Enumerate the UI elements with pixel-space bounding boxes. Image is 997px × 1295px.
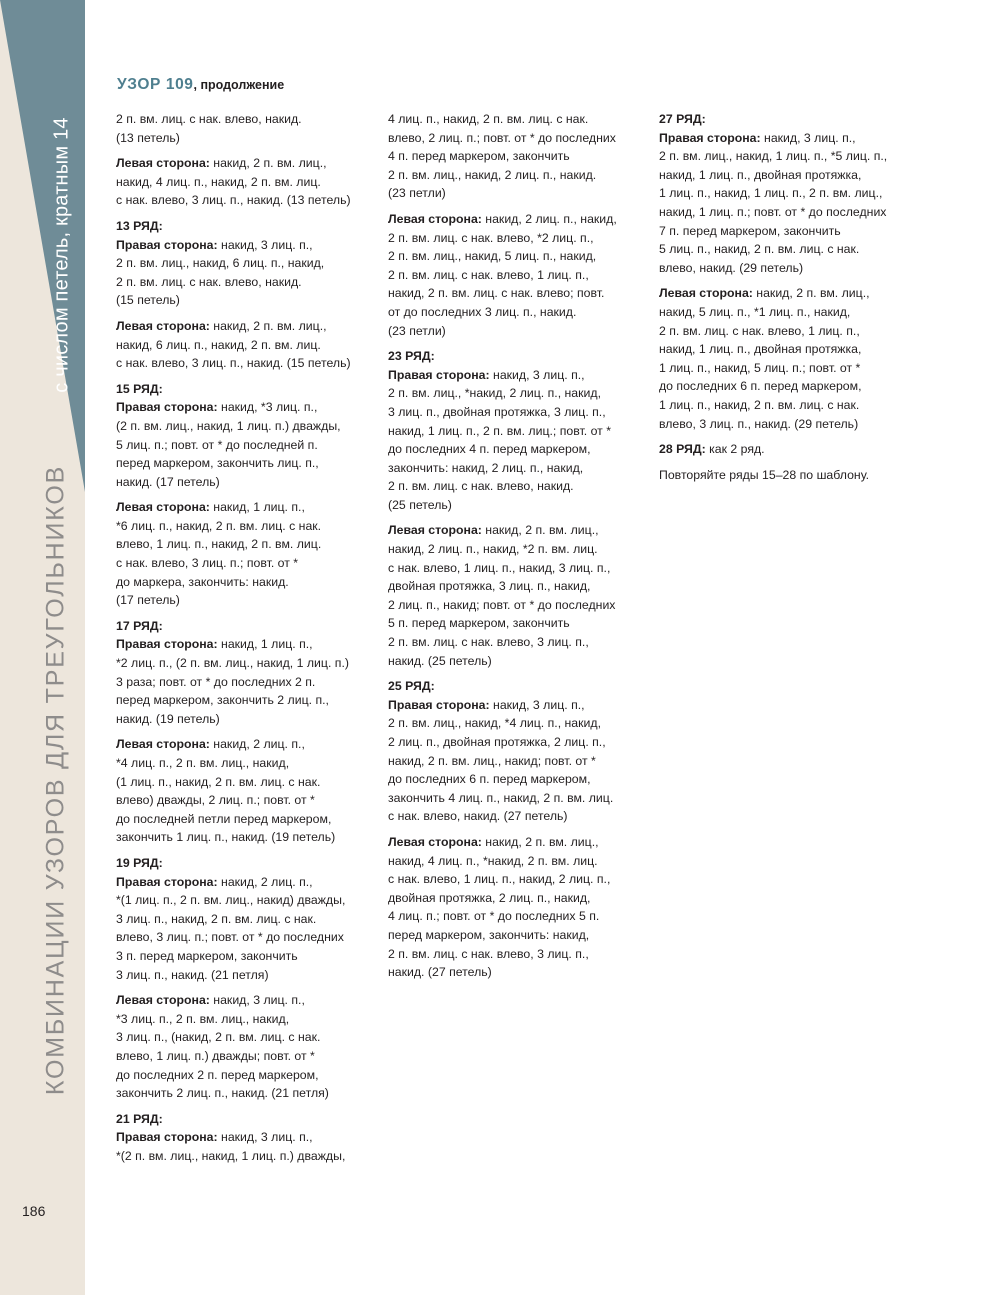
side-label: Левая сторона: bbox=[388, 523, 482, 538]
text-line bbox=[116, 317, 368, 336]
side-label: Левая сторона: bbox=[388, 834, 482, 849]
text-line: закончить 4 лиц. п., накид, 2 п. вм. лиц. bbox=[388, 790, 614, 805]
text-line bbox=[116, 498, 368, 517]
side-label: Правая сторона: bbox=[116, 874, 218, 889]
text-line bbox=[659, 129, 917, 148]
text-line: 2 п. вм. лиц., накид, 5 лиц. п., накид, bbox=[388, 249, 597, 264]
text: накид, 2 п. вм. лиц., bbox=[752, 286, 870, 301]
text-line: перед маркером, закончить: накид, bbox=[388, 927, 590, 942]
text: накид, 2 п. вм. лиц., bbox=[209, 156, 327, 171]
text-line: закончить 2 лиц. п., накид. (21 петля) bbox=[116, 1086, 329, 1101]
side-label: Правая сторона: bbox=[116, 637, 218, 652]
side-label: Правая сторона: bbox=[388, 367, 490, 382]
text-line: 2 п. вм. лиц., накид, 1 лиц. п., *5 лиц. п., bbox=[659, 149, 888, 164]
side-label: Левая сторона: bbox=[116, 993, 210, 1008]
pattern-title bbox=[117, 76, 284, 94]
text-line: 2 п. вм. лиц., накид, *4 лиц. п., накид, bbox=[388, 716, 601, 731]
text: накид, 3 лиц. п., bbox=[217, 1130, 313, 1145]
row-title: 23 РЯД: bbox=[388, 349, 435, 364]
left-side-instruction bbox=[388, 833, 640, 982]
side-label: Левая сторона: bbox=[116, 156, 210, 171]
text-line: до последней петли перед маркером, bbox=[116, 811, 332, 826]
repeat-instruction bbox=[659, 466, 917, 485]
text-line: 3 лиц. п., накид, 2 п. вм. лиц. с нак. bbox=[116, 911, 317, 926]
right-side-instruction bbox=[388, 696, 640, 826]
text: накид, 3 лиц. п., bbox=[760, 130, 856, 145]
side-label: Левая сторона: bbox=[116, 500, 210, 515]
text-line: 5 лиц. п.; повт. от * до последней п. bbox=[116, 437, 318, 452]
text-line bbox=[116, 873, 368, 892]
text-line: влево, 1 лиц. п., накид, 2 п. вм. лиц. bbox=[116, 537, 322, 552]
row-title: 17 РЯД: bbox=[116, 618, 163, 633]
text-line: с нак. влево, 3 лиц. п.; повт. от * bbox=[116, 556, 299, 571]
text-line: накид, 1 лиц. п., двойная протяжка, bbox=[659, 167, 862, 182]
left-side-instruction bbox=[388, 210, 640, 340]
right-side-instruction bbox=[116, 1128, 368, 1165]
text-line: (13 петель) bbox=[116, 130, 180, 145]
text-line: 2 лиц. п., накид; повт. от * до последних bbox=[388, 597, 616, 612]
right-side-instruction bbox=[659, 129, 917, 278]
text-line: 2 лиц. п., двойная протяжка, 2 лиц. п., bbox=[388, 735, 606, 749]
text-line: (1 лиц. п., накид, 2 п. вм. лиц. с нак. bbox=[116, 774, 321, 789]
text-line bbox=[388, 833, 640, 852]
text-line: (17 петель) bbox=[116, 593, 180, 608]
text-line: 3 лиц. п., накид. (21 петля) bbox=[116, 967, 269, 982]
text: накид, 2 лиц. п., bbox=[209, 737, 305, 752]
text-line bbox=[116, 154, 368, 173]
row-title: 19 РЯД: bbox=[116, 855, 163, 870]
text: как 2 ряд. bbox=[705, 442, 765, 457]
side-label: Правая сторона: bbox=[388, 697, 490, 712]
text-line: перед маркером, закончить 2 лиц. п., bbox=[116, 693, 329, 708]
side-label: Левая сторона: bbox=[116, 318, 210, 333]
side-label: Правая сторона: bbox=[116, 1130, 218, 1145]
text-line: накид, 4 лиц. п., накид, 2 п. вм. лиц. bbox=[116, 174, 321, 189]
text: накид, 3 лиц. п., bbox=[489, 697, 585, 712]
text-line bbox=[116, 236, 368, 255]
text-line: влево, 2 лиц. п.; повт. от * до последних bbox=[388, 130, 616, 145]
right-side-instruction bbox=[116, 873, 368, 985]
left-side-instruction bbox=[659, 284, 917, 433]
left-side-instruction bbox=[116, 317, 368, 373]
right-side-instruction bbox=[116, 398, 368, 491]
row-title: 27 РЯД: bbox=[659, 112, 706, 126]
row-title: 15 РЯД: bbox=[116, 381, 163, 396]
text-line: с нак. влево, 1 лиц. п., накид, 3 лиц. п., bbox=[388, 560, 611, 575]
text-line bbox=[116, 1128, 368, 1147]
text-line: накид, 2 п. вм. лиц. с нак. влево; повт. bbox=[388, 286, 605, 301]
text-line: до последних 2 п. перед маркером, bbox=[116, 1067, 319, 1082]
text-line: (23 петли) bbox=[388, 323, 446, 338]
text-line: двойная протяжка, 2 лиц. п., накид, bbox=[388, 890, 591, 905]
text-line: с нак. влево, 3 лиц. п., накид. (15 петель) bbox=[116, 356, 351, 371]
text: накид, 2 лиц. п., bbox=[217, 874, 313, 889]
text-line bbox=[388, 696, 640, 715]
left-side-instruction bbox=[388, 521, 640, 670]
text-line: с нак. влево, 1 лиц. п., накид, 2 лиц. п., bbox=[388, 872, 611, 887]
text-line: влево, накид. (29 петель) bbox=[659, 260, 804, 275]
text-line: 2 п. вм. лиц. с нак. влево, *2 лиц. п., bbox=[388, 230, 594, 245]
text-line: 5 лиц. п., накид, 2 п. вм. лиц. с нак. bbox=[659, 242, 860, 257]
text-line: накид, 4 лиц. п., *накид, 2 п. вм. лиц. bbox=[388, 853, 598, 868]
text-line: 3 п. перед маркером, закончить bbox=[116, 948, 298, 963]
column-3 bbox=[659, 110, 917, 491]
text-line: накид, 2 п. вм. лиц., накид; повт. от * bbox=[388, 753, 596, 768]
text-line bbox=[659, 440, 917, 459]
section-subtitle: с числом петель, кратным 14 bbox=[50, 117, 73, 393]
text-line: 4 п. перед маркером, закончить bbox=[388, 149, 570, 164]
text-line: накид. (25 петель) bbox=[388, 653, 492, 668]
text-line bbox=[388, 521, 640, 540]
left-side-instruction bbox=[116, 991, 368, 1103]
text-line bbox=[388, 210, 640, 229]
text-line: 2 п. вм. лиц. с нак. влево, накид. bbox=[116, 112, 302, 126]
pattern-title-suffix: , продолжение bbox=[193, 78, 285, 92]
text: накид, 2 п. вм. лиц., bbox=[481, 523, 599, 538]
text-line: влево, 1 лиц. п.) дважды; повт. от * bbox=[116, 1048, 315, 1063]
column-2 bbox=[388, 110, 640, 989]
text-line: влево) дважды, 2 лиц. п.; повт. от * bbox=[116, 793, 315, 808]
text-line: до последних 6 п. перед маркером, bbox=[659, 379, 862, 394]
text-line: 2 п. вм. лиц., накид, 6 лиц. п., накид, bbox=[116, 256, 325, 271]
text-line: Повторяйте ряды 15–28 по шаблону. bbox=[659, 467, 870, 482]
text-line: 1 лиц. п., накид, 1 лиц. п., 2 п. вм. лиц., bbox=[659, 186, 883, 201]
text: накид, 3 лиц. п., bbox=[209, 993, 305, 1008]
text-line: накид, 5 лиц. п., *1 лиц. п., накид, bbox=[659, 304, 851, 319]
side-label: Правая сторона: bbox=[116, 237, 218, 252]
text-line: 1 лиц. п., накид, 5 лиц. п.; повт. от * bbox=[659, 360, 861, 375]
text-line: перед маркером, закончить лиц. п., bbox=[116, 456, 319, 471]
right-side-instruction bbox=[116, 635, 368, 728]
text-line: 7 п. перед маркером, закончить bbox=[659, 223, 841, 238]
text-line: 2 п. вм. лиц. с нак. влево, 3 лиц. п., bbox=[388, 635, 589, 650]
paragraph bbox=[116, 110, 368, 147]
text-line: (2 п. вм. лиц., накид, 1 лиц. п.) дважды, bbox=[116, 418, 341, 433]
text-line: 2 п. вм. лиц. с нак. влево, 3 лиц. п., bbox=[388, 946, 589, 961]
text-line: до последних 4 п. перед маркером, bbox=[388, 442, 591, 457]
text-line bbox=[659, 284, 917, 303]
text-line: накид, 1 лиц. п.; повт. от * до последних bbox=[659, 204, 887, 219]
text: накид, 2 п. вм. лиц., bbox=[481, 834, 599, 849]
text-line: *(2 п. вм. лиц., накид, 1 лиц. п.) дважды, bbox=[116, 1148, 346, 1163]
text-line: накид. (19 петель) bbox=[116, 711, 220, 726]
text-line: (25 петель) bbox=[388, 497, 452, 512]
row-title: 21 РЯД: bbox=[116, 1111, 163, 1126]
side-label: Правая сторона: bbox=[659, 130, 761, 145]
text-line: накид, 1 лиц. п., двойная протяжка, bbox=[659, 342, 862, 357]
text-line: 5 п. перед маркером, закончить bbox=[388, 616, 570, 631]
text-line: 1 лиц. п., накид, 2 п. вм. лиц. с нак. bbox=[659, 397, 860, 412]
text-line: до последних 6 п. перед маркером, bbox=[388, 772, 591, 787]
text-line bbox=[116, 991, 368, 1010]
text-line bbox=[116, 635, 368, 654]
row-title: 13 РЯД: bbox=[116, 218, 163, 233]
text-line: накид. (17 петель) bbox=[116, 474, 220, 489]
text: накид, 1 лиц. п., bbox=[217, 637, 313, 652]
side-label: Правая сторона: bbox=[116, 400, 218, 415]
text: накид, *3 лиц. п., bbox=[217, 400, 318, 415]
text-line: двойная протяжка, 3 лиц. п., накид, bbox=[388, 579, 591, 594]
text-line bbox=[388, 366, 640, 385]
text-line: накид, 2 лиц. п., накид, *2 п. вм. лиц. bbox=[388, 542, 598, 557]
text-line: влево, 3 лиц. п., накид. (29 петель) bbox=[659, 416, 859, 431]
section-title: КОМБИНАЦИИ УЗОРОВ ДЛЯ ТРЕУГОЛЬНИКОВ bbox=[41, 464, 70, 1096]
text-line: до маркера, закончить: накид. bbox=[116, 574, 289, 589]
text-line: 4 лиц. п.; повт. от * до последних 5 п. bbox=[388, 909, 600, 924]
right-side-instruction bbox=[388, 366, 640, 515]
text-line: (15 петель) bbox=[116, 293, 180, 308]
paragraph bbox=[388, 110, 640, 203]
text: накид, 1 лиц. п., bbox=[209, 500, 305, 515]
text-line: 2 п. вм. лиц., *накид, 2 лиц. п., накид, bbox=[388, 386, 601, 401]
text-line: 2 п. вм. лиц. с нак. влево, 1 лиц. п., bbox=[659, 323, 860, 338]
left-side-instruction bbox=[116, 735, 368, 847]
text-line: 2 п. вм. лиц. с нак. влево, накид. bbox=[116, 274, 302, 289]
row-title: 28 РЯД: bbox=[659, 442, 706, 457]
text-line: *6 лиц. п., накид, 2 п. вм. лиц. с нак. bbox=[116, 518, 322, 533]
text-line: (23 петли) bbox=[388, 186, 446, 201]
text-line: с нак. влево, накид. (27 петель) bbox=[388, 809, 568, 824]
text-line: 3 лиц. п., (накид, 2 п. вм. лиц. с нак. bbox=[116, 1030, 321, 1045]
text: накид, 3 лиц. п., bbox=[217, 237, 313, 252]
text-line: закончить: накид, 2 лиц. п., накид, bbox=[388, 460, 584, 475]
pattern-title-main: УЗОР 109 bbox=[117, 76, 194, 93]
text-line: с нак. влево, 3 лиц. п., накид. (13 петель) bbox=[116, 193, 351, 208]
left-side-instruction bbox=[116, 498, 368, 610]
text-line: 2 п. вм. лиц., накид, 2 лиц. п., накид. bbox=[388, 167, 597, 182]
text-line: накид. (27 петель) bbox=[388, 965, 492, 980]
right-side-instruction bbox=[116, 236, 368, 310]
text-line: закончить 1 лиц. п., накид. (19 петель) bbox=[116, 830, 336, 845]
column-1 bbox=[116, 110, 368, 1172]
text-line bbox=[116, 398, 368, 417]
text: накид, 2 п. вм. лиц., bbox=[209, 318, 327, 333]
text-line bbox=[116, 735, 368, 754]
text-line: накид, 6 лиц. п., накид, 2 п. вм. лиц. bbox=[116, 337, 321, 352]
text-line: *2 лиц. п., (2 п. вм. лиц., накид, 1 лиц. п.) bbox=[116, 656, 349, 671]
text-line: 2 п. вм. лиц. с нак. влево, накид. bbox=[388, 479, 574, 494]
row-28-instruction bbox=[659, 440, 917, 459]
text-line: накид, 1 лиц. п., 2 п. вм. лиц.; повт. от * bbox=[388, 423, 612, 438]
row-title: 25 РЯД: bbox=[388, 679, 435, 694]
text: накид, 3 лиц. п., bbox=[489, 367, 585, 382]
text-line: *4 лиц. п., 2 п. вм. лиц., накид, bbox=[116, 756, 290, 770]
page-number: 186 bbox=[22, 1203, 46, 1219]
text-line: влево, 3 лиц. п.; повт. от * до последних bbox=[116, 930, 344, 945]
left-side-instruction bbox=[116, 154, 368, 210]
text-line: 4 лиц. п., накид, 2 п. вм. лиц. с нак. bbox=[388, 112, 589, 126]
side-label: Левая сторона: bbox=[388, 211, 482, 226]
text-line: 2 п. вм. лиц. с нак. влево, 1 лиц. п., bbox=[388, 267, 589, 282]
text: накид, 2 лиц. п., накид, bbox=[481, 211, 617, 226]
text-line: от до последних 3 лиц. п., накид. bbox=[388, 304, 577, 319]
text-line: 3 раза; повт. от * до последних 2 п. bbox=[116, 674, 316, 689]
side-label: Левая сторона: bbox=[116, 737, 210, 752]
text-line: 3 лиц. п., двойная протяжка, 3 лиц. п., bbox=[388, 404, 606, 419]
text-line: *(1 лиц. п., 2 п. вм. лиц., накид) дважды, bbox=[116, 893, 346, 908]
text-line: *3 лиц. п., 2 п. вм. лиц., накид, bbox=[116, 1011, 290, 1026]
side-label: Левая сторона: bbox=[659, 286, 753, 301]
